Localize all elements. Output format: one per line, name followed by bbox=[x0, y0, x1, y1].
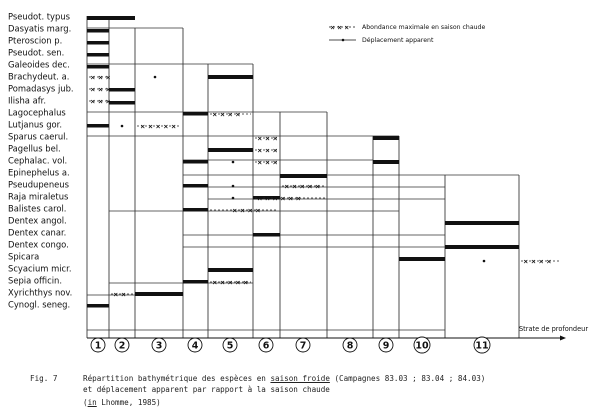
caption-emphasis: saison froide bbox=[270, 374, 330, 383]
stratum-numbers bbox=[91, 337, 490, 353]
species-label: Cynogl. seneg. bbox=[8, 299, 71, 310]
abundance-bar bbox=[183, 112, 208, 116]
abundance-bar bbox=[87, 29, 109, 33]
stratum-marker bbox=[343, 338, 357, 352]
species-label: Cephalac. vol. bbox=[8, 155, 68, 166]
abundance-bar bbox=[208, 148, 253, 152]
abundance-bar bbox=[253, 233, 280, 237]
max-x-glyph: × × × bbox=[257, 158, 278, 167]
abundance-bar bbox=[87, 124, 109, 128]
stratum-marker bbox=[474, 337, 490, 353]
legend-displacement-label: Déplacement apparent bbox=[362, 37, 434, 44]
stratum-number: 1 bbox=[94, 340, 102, 352]
caption-text: ( bbox=[83, 398, 88, 407]
species-label: Brachydeut. a. bbox=[8, 71, 70, 82]
stratum-number: 2 bbox=[118, 340, 126, 352]
species-label: Pomadasys jub. bbox=[8, 83, 74, 94]
species-label: Dentex canar. bbox=[8, 227, 67, 238]
max-x-glyph: × × × × bbox=[232, 206, 261, 215]
caption-text: Répartition bathymétrique des espèces en bbox=[83, 374, 271, 383]
max-x-glyph: × × × × × bbox=[140, 122, 177, 131]
displacement-marks bbox=[121, 76, 486, 263]
caption-line-3 bbox=[83, 398, 161, 408]
max-x-glyph: × × bbox=[113, 290, 127, 299]
abundance-bar bbox=[445, 245, 519, 249]
abundance-bar bbox=[135, 292, 183, 296]
max-x-glyph: × × × × × × bbox=[257, 194, 301, 203]
species-labels bbox=[8, 12, 74, 310]
species-label: Pagellus bel. bbox=[8, 143, 61, 154]
species-label: Balistes carol. bbox=[8, 203, 67, 214]
abundance-bar bbox=[445, 221, 519, 225]
species-label: Pseudupeneus bbox=[8, 179, 69, 190]
caption-text: (Campagnes 83.03 ; 83.04 ; 84.03) bbox=[329, 374, 486, 383]
species-label: Lagocephalus bbox=[8, 107, 66, 118]
stratum-marker bbox=[188, 338, 202, 352]
abundance-bar bbox=[87, 16, 135, 20]
maximum-abundance-marks bbox=[89, 77, 560, 294]
displacement-mark bbox=[232, 185, 235, 188]
abundance-bar bbox=[87, 41, 109, 45]
species-label: Pseudot. typus bbox=[8, 11, 71, 22]
max-x-glyph: × × × × bbox=[523, 257, 552, 266]
abundance-bar bbox=[373, 160, 399, 164]
stratum-marker bbox=[296, 338, 310, 352]
stratum-number: 10 bbox=[415, 340, 429, 352]
figure-number: Fig. 7 bbox=[30, 374, 58, 383]
stratum-number: 11 bbox=[475, 340, 489, 352]
displacement-mark bbox=[483, 260, 486, 263]
max-x-glyph: × × × × bbox=[212, 110, 241, 119]
species-label: Epinephelus a. bbox=[8, 167, 70, 178]
stratum-marker bbox=[223, 338, 237, 352]
range-lines bbox=[87, 28, 519, 330]
stratum-marker bbox=[379, 338, 393, 352]
stratum-number: 3 bbox=[155, 340, 163, 352]
stratum-number: 9 bbox=[382, 340, 390, 352]
displacement-mark bbox=[232, 197, 235, 200]
stratum-marker bbox=[414, 337, 430, 353]
species-label: Dasyatis marg. bbox=[8, 23, 72, 34]
species-label: Raja miraletus bbox=[8, 191, 69, 202]
max-x-glyph: × × × bbox=[90, 85, 111, 94]
species-label: Galeoides dec. bbox=[8, 59, 70, 70]
stratum-marker bbox=[91, 338, 105, 352]
species-label: Scyacium micr. bbox=[8, 263, 72, 274]
caption-text: Lhomme, 1985) bbox=[96, 398, 161, 407]
legend-max-label: Abondance maximale en saison chaude bbox=[362, 24, 486, 31]
stratum-marker bbox=[115, 338, 129, 352]
legend-displacement-mark bbox=[342, 39, 345, 42]
abundance-bar bbox=[373, 136, 399, 140]
max-x-glyph: × × × bbox=[257, 134, 278, 143]
abundance-bar bbox=[109, 101, 135, 105]
stratum-marker bbox=[259, 338, 273, 352]
displacement-mark bbox=[232, 161, 235, 164]
max-x-glyph: × × × × × bbox=[212, 278, 249, 287]
species-label: Xyrichthys nov. bbox=[8, 287, 73, 298]
species-label: Dentex congo. bbox=[8, 239, 69, 250]
caption-line-2: et déplacement apparent par rapport à la saison chaude bbox=[83, 385, 330, 394]
stratum-number: 6 bbox=[262, 340, 270, 352]
abundance-bar bbox=[183, 280, 208, 284]
displacement-mark bbox=[154, 76, 157, 79]
abundance-bars bbox=[87, 16, 519, 308]
abundance-bar bbox=[208, 75, 253, 79]
abundance-bar bbox=[87, 65, 109, 69]
species-label: Pteroscion p. bbox=[8, 35, 63, 46]
caption-line-1 bbox=[83, 374, 485, 384]
abundance-bar bbox=[183, 184, 208, 188]
stratum-marker bbox=[152, 338, 166, 352]
max-x-glyph: × × × bbox=[90, 97, 111, 106]
max-x-glyph: × × × bbox=[90, 73, 111, 82]
species-label: Pseudot. sen. bbox=[8, 47, 65, 58]
abundance-bar bbox=[208, 268, 253, 272]
max-x-glyph: × × × bbox=[257, 146, 278, 155]
stratum-number: 7 bbox=[299, 340, 307, 352]
stratum-number: 5 bbox=[226, 340, 234, 352]
abundance-bar bbox=[183, 160, 208, 164]
legend-max-x-glyph: × × × bbox=[330, 24, 350, 32]
abundance-bar bbox=[280, 174, 327, 178]
abundance-bar bbox=[87, 53, 109, 57]
species-label: Sepia officin. bbox=[8, 275, 63, 286]
abundance-bar bbox=[183, 208, 208, 212]
abundance-bar bbox=[87, 304, 109, 308]
species-label: Ilisha afr. bbox=[8, 95, 47, 106]
stratum-number: 8 bbox=[346, 340, 354, 352]
species-label: Sparus caerul. bbox=[8, 131, 69, 142]
legend bbox=[329, 24, 485, 44]
caption-emphasis: in bbox=[87, 398, 97, 407]
abundance-bar bbox=[399, 257, 445, 261]
species-label: Spicara bbox=[8, 251, 40, 262]
species-label: Lutjanus gor. bbox=[8, 119, 62, 130]
axis-arrow-icon bbox=[560, 336, 566, 341]
stratum-number: 4 bbox=[191, 340, 199, 352]
abundance-bar bbox=[109, 88, 135, 92]
species-label: Dentex angol. bbox=[8, 215, 67, 226]
max-x-glyph: × × × × × bbox=[284, 182, 321, 191]
depth-axis bbox=[87, 325, 588, 341]
axis-label: Strate de profondeur bbox=[519, 325, 589, 333]
displacement-mark bbox=[121, 125, 124, 128]
maximum-x-glyphs bbox=[90, 74, 552, 299]
